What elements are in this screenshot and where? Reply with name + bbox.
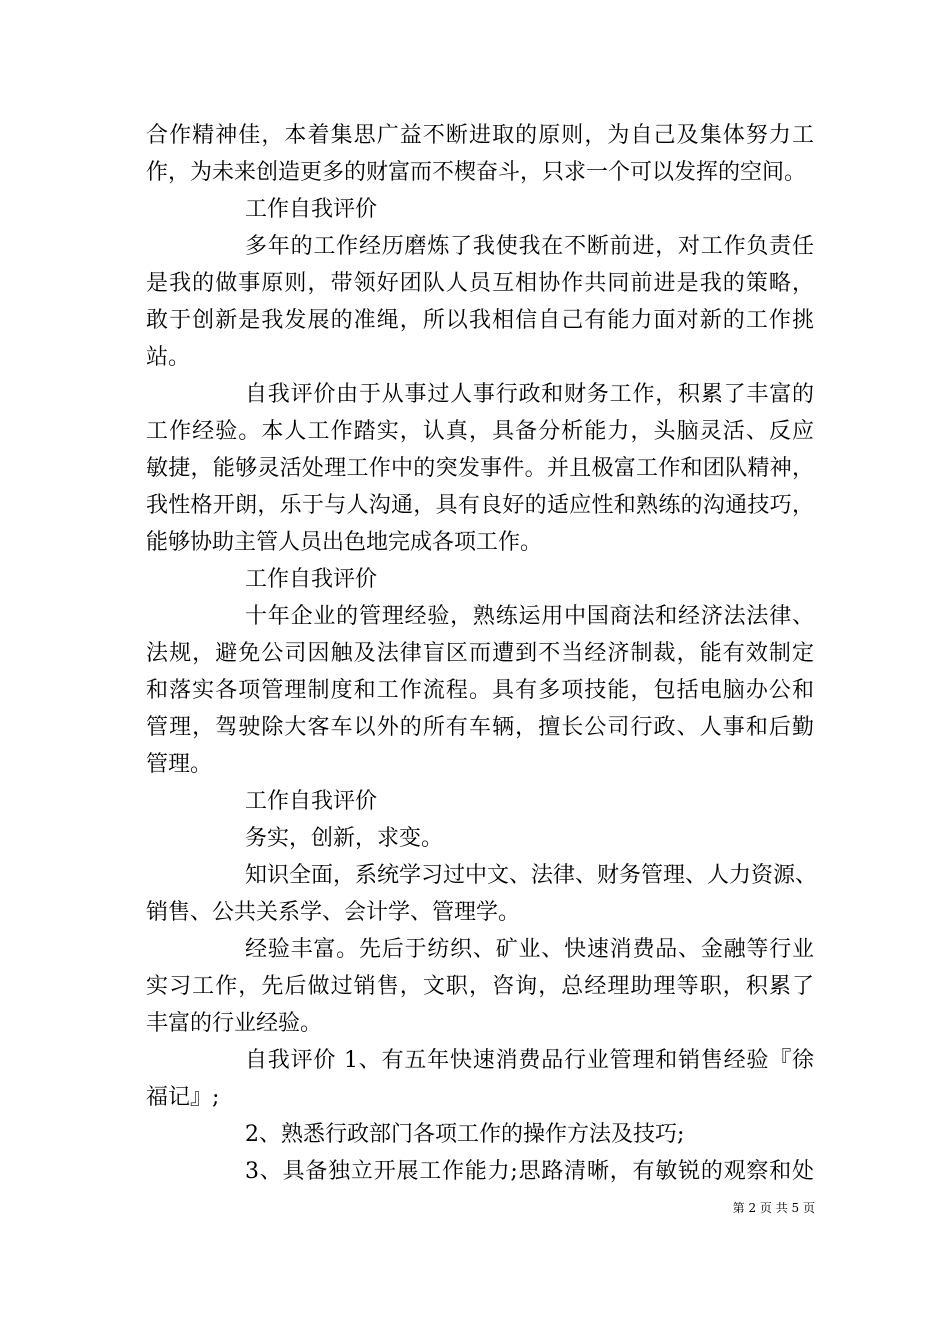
text-line: 自我评价由于从事过人事行政和财务工作，积累了丰富的 xyxy=(245,382,814,407)
text-line: 经验丰富。先后于纺织、矿业、快速消费品、金融等行业 xyxy=(245,937,814,962)
text-line: 管理。 xyxy=(146,752,213,777)
text-line: 我性格开朗，乐于与人沟通，具有良好的适应性和熟练的沟通技巧， xyxy=(146,493,814,518)
text-line: 工作自我评价 xyxy=(245,197,378,222)
text-line: 合作精神佳，本着集思广益不断进取的原则，为自己及集体努力工 xyxy=(146,123,814,148)
text-line: 工作自我评价 xyxy=(245,567,378,592)
text-line: 敢于创新是我发展的准绳，所以我相信自己有能力面对新的工作挑 xyxy=(146,308,814,333)
page-number-footer: 第 2 页 共 5 页 xyxy=(732,1201,815,1215)
text-line: 知识全面，系统学习过中文、法律、财务管理、人力资源、 xyxy=(245,863,818,888)
text-line: 站。 xyxy=(146,345,191,370)
text-line: 工作经验。本人工作踏实，认真，具备分析能力，头脑灵活、反应 xyxy=(146,419,814,444)
text-line: 和落实各项管理制度和工作流程。具有多项技能，包括电脑办公和 xyxy=(146,678,814,703)
document-body xyxy=(146,117,818,1190)
text-line: 作，为未来创造更多的财富而不楔奋斗，只求一个可以发挥的空间。 xyxy=(146,160,807,185)
text-line: 3、具备独立开展工作能力;思路清晰，有敏锐的观察和处 xyxy=(245,1159,814,1184)
text-line: 敏捷，能够灵活处理工作中的突发事件。并且极富工作和团队精神， xyxy=(146,456,814,481)
text-line: 多年的工作经历磨炼了我使我在不断前进，对工作负责任 xyxy=(245,234,814,259)
text-line: 实习工作，先后做过销售，文职，咨询，总经理助理等职，积累了 xyxy=(146,974,814,999)
text-line: 十年企业的管理经验，熟练运用中国商法和经济法法律、 xyxy=(245,604,814,629)
text-line: 销售、公共关系学、会计学、管理学。 xyxy=(146,900,521,925)
text-line: 能够协助主管人员出色地完成各项工作。 xyxy=(146,530,543,555)
text-line: 自我评价 1、有五年快速消费品行业管理和销售经验『徐 xyxy=(245,1048,814,1073)
text-line: 务实，创新，求变。 xyxy=(245,826,444,851)
text-line: 丰富的行业经验。 xyxy=(146,1011,323,1036)
text-line: 2、熟悉行政部门各项工作的操作方法及技巧; xyxy=(245,1122,685,1147)
text-line: 福记』; xyxy=(146,1085,220,1110)
text-line: 是我的做事原则，带领好团队人员互相协作共同前进是我的策略， xyxy=(146,271,814,296)
text-line: 法规，避免公司因触及法律盲区而遭到不当经济制裁，能有效制定 xyxy=(146,641,814,666)
text-line: 管理，驾驶除大客车以外的所有车辆，擅长公司行政、人事和后勤 xyxy=(146,715,814,740)
text-line: 工作自我评价 xyxy=(245,789,378,814)
